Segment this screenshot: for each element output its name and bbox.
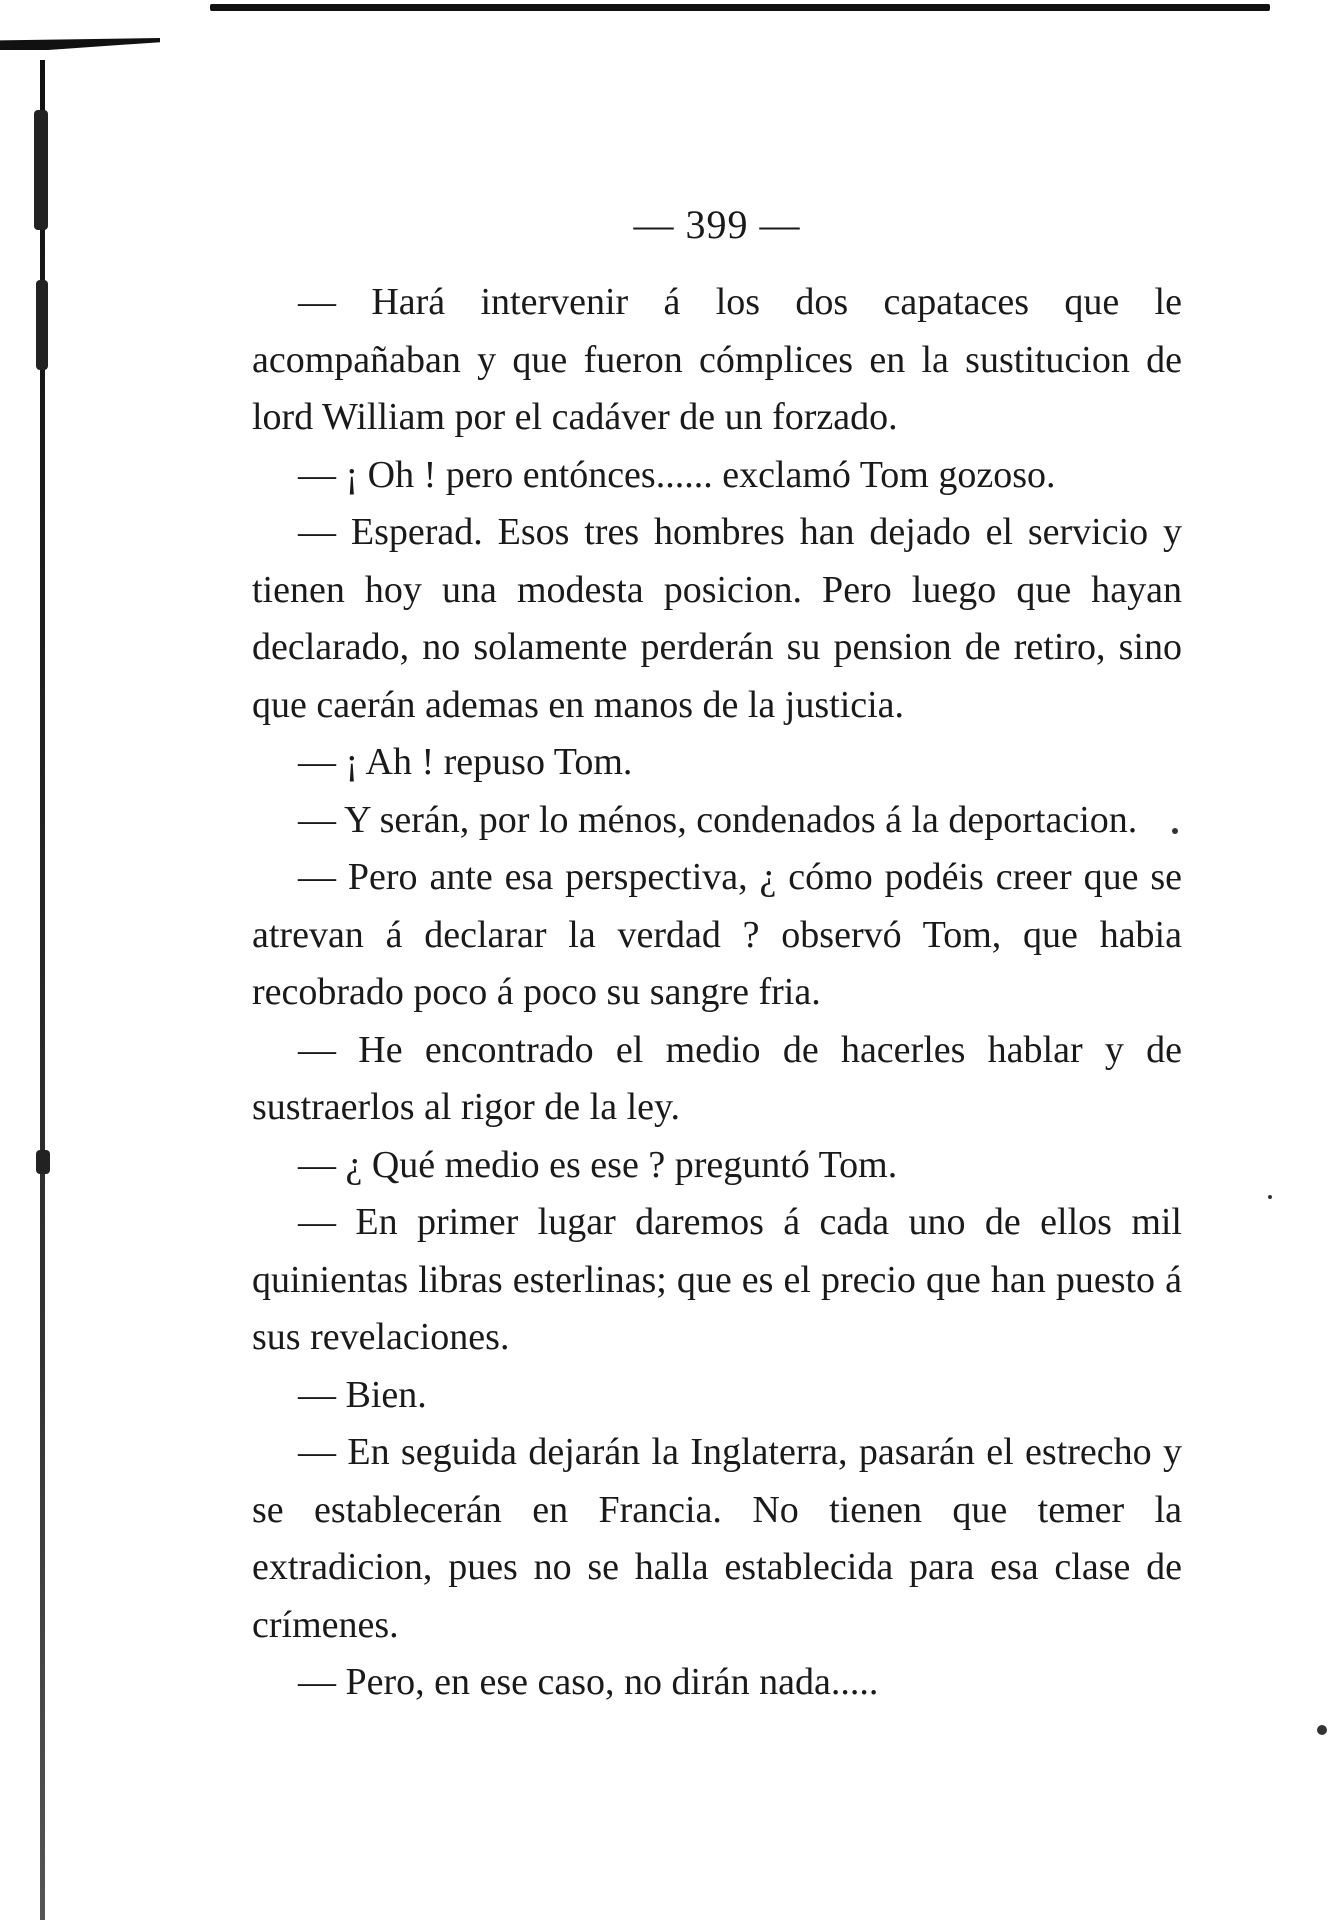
paragraph: — Bien. xyxy=(298,1373,427,1416)
page-number: — 399 — xyxy=(633,202,801,247)
paragraph: — Esperad. Esos tres hombres han dejado el servicio y tienen hoy una modesta posicion. Pero luego que hayan declarado, no solamente perderán su pension de retiro, sino que caerán ademas en manos de la justicia. xyxy=(252,511,1182,726)
ink-speck xyxy=(1268,1195,1272,1199)
paragraph: — Y serán, por lo ménos, condenados á la deportacion. xyxy=(298,798,1138,841)
paragraph: — Pero, en ese caso, no dirán nada..... xyxy=(298,1661,879,1703)
paragraph: — En seguida dejarán la Inglaterra, pasarán el estrecho y se establecerán en Francia. No tienen que temer la extradicion, pues no se halla establecida para esa clase de crímenes. xyxy=(252,1431,1182,1646)
book-page xyxy=(252,200,1182,1712)
corner-mark xyxy=(0,38,160,50)
binding-blot xyxy=(36,280,48,370)
paragraph: — ¡ Oh ! pero entónces...... exclamó Tom gozoso. xyxy=(298,453,1056,496)
paragraph: — Hará intervenir á los dos capataces que le acompañaban y que fueron cómplices en la sustitucion de lord William por el cadáver de un forzado. xyxy=(252,281,1182,438)
binding-blot xyxy=(36,1150,50,1174)
top-rule xyxy=(210,4,1270,11)
paragraph: — ¿ Qué medio es ese ? preguntó Tom. xyxy=(298,1143,898,1186)
paragraph: — En primer lugar daremos á cada uno de ellos mil quinientas libras esterlinas; que es el precio que han puesto á sus revelaciones. xyxy=(252,1201,1182,1358)
paragraph: — Pero ante esa perspectiva, ¿ cómo podéis creer que se atrevan á declarar la verdad ? observó Tom, que habia recobrado poco á poco su sangre fria. xyxy=(252,856,1182,1013)
binding-blot xyxy=(34,110,48,230)
paragraph: — ¡ Ah ! repuso Tom. xyxy=(298,741,633,783)
paragraph: — He encontrado el medio de hacerles hablar y de sustraerlos al rigor de la ley. xyxy=(252,1028,1182,1128)
ink-speck xyxy=(1317,1725,1327,1735)
